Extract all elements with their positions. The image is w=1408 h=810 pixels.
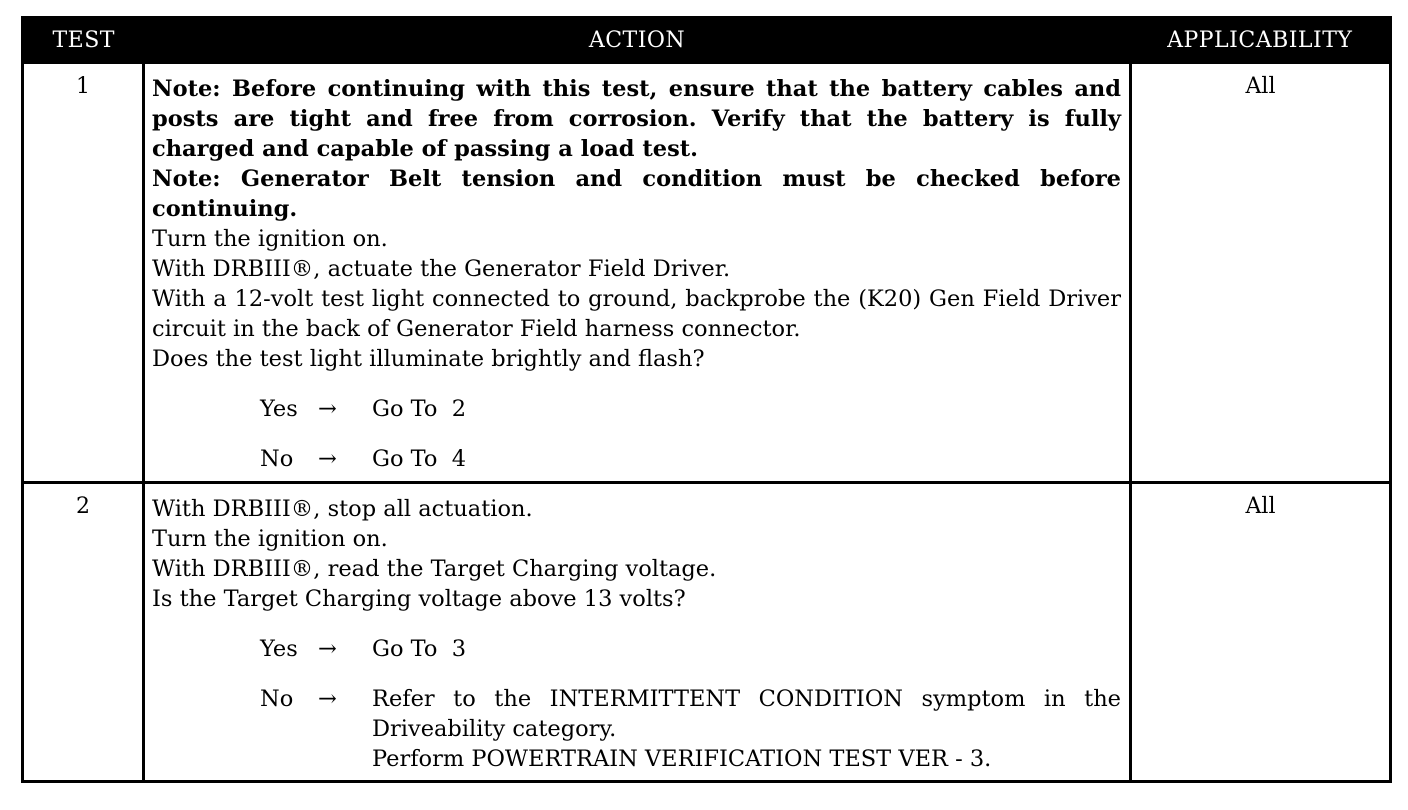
header-row: [23, 18, 1391, 63]
choice-label: Yes: [260, 636, 298, 662]
arrow-right-icon: →: [318, 396, 337, 422]
result-line: Refer to the INTERMITTENT CONDITION symptom in the: [372, 686, 1121, 712]
header-action: ACTION: [144, 18, 1131, 63]
choice-yes: [260, 634, 1121, 664]
header-test: TEST: [23, 18, 144, 63]
step-text: Does the test light illuminate brightly and flash?: [152, 346, 705, 372]
table-row: [23, 63, 1391, 483]
table-row: [23, 483, 1391, 782]
choice-no: [260, 684, 1121, 774]
step-text: With a 12-volt test light connected to ground, backprobe the (K20) Gen Field Driver circuit in the back of Generator Field harness connector.: [152, 286, 1121, 342]
step-text: With DRBIII®, read the Target Charging voltage.: [152, 556, 717, 582]
step-text: With DRBIII®, actuate the Generator Field Driver.: [152, 256, 731, 282]
applicability-value: All: [1131, 63, 1391, 483]
step-text: Turn the ignition on.: [152, 526, 388, 552]
note-text: Note: Generator Belt tension and condition must be checked before continuing.: [152, 166, 1121, 222]
result-line: Driveability category.: [372, 716, 617, 742]
action-cell: [144, 63, 1131, 483]
choice-result: [372, 684, 1121, 774]
choice-label: No: [260, 686, 294, 712]
step-text: Turn the ignition on.: [152, 226, 388, 252]
choice-yes: [260, 394, 1121, 424]
arrow-right-icon: →: [318, 636, 337, 662]
step-text: Is the Target Charging voltage above 13 volts?: [152, 586, 686, 612]
note-text: Note: Before continuing with this test, ensure that the battery cables and posts are tight and free from corrosion. Verify that the battery is fully charged and capable of passing a load test.: [152, 76, 1121, 162]
choice-no: [260, 444, 1121, 474]
action-cell: [144, 483, 1131, 782]
applicability-value: All: [1131, 483, 1391, 782]
step-text: With DRBIII®, stop all actuation.: [152, 496, 533, 522]
arrow-right-icon: →: [318, 446, 337, 472]
choice-label: Yes: [260, 396, 298, 422]
arrow-right-icon: →: [318, 686, 337, 712]
choice-result: Go To 3: [372, 636, 467, 662]
header-applicability: APPLICABILITY: [1131, 18, 1391, 63]
test-number: 1: [23, 63, 144, 483]
diagnostic-test-table: [21, 16, 1392, 783]
test-number: 2: [23, 483, 144, 782]
choice-result: Go To 4: [372, 446, 467, 472]
choice-result: Go To 2: [372, 396, 467, 422]
result-line: Perform POWERTRAIN VERIFICATION TEST VER - 3.: [372, 746, 992, 772]
choice-label: No: [260, 446, 294, 472]
